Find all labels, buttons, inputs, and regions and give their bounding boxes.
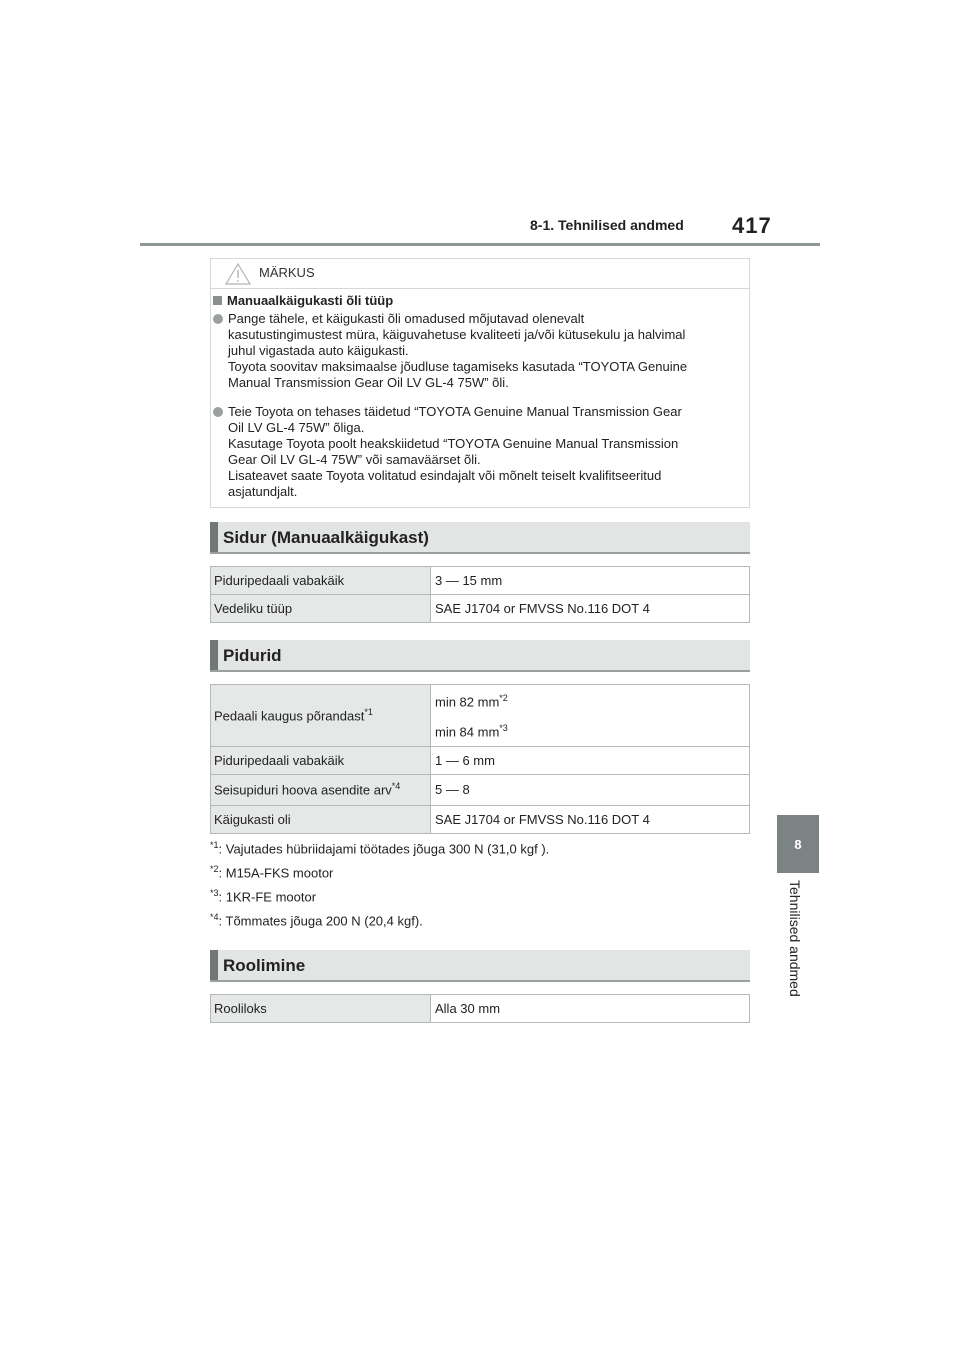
spec-value: 3 — 15 mm (431, 567, 750, 595)
footnote-text: : 1KR-FE mootor (218, 889, 317, 905)
notice-subtitle (213, 293, 393, 308)
section-heading-pidurid (210, 640, 750, 672)
notice-line: Lisateavet saate Toyota volitatud esindajalt või mõnelt teiselt kvalifitseeritud (228, 468, 662, 483)
footnote (210, 912, 423, 928)
notice-line: Oil LV GL-4 75W” õliga. (228, 420, 365, 435)
table-row (211, 805, 750, 833)
footnote-marker: *3 (210, 888, 219, 898)
notice-bullet (213, 311, 687, 391)
spec-label (211, 774, 431, 805)
footnote (210, 888, 316, 904)
notice-line: Kasutage Toyota poolt heakskiidetud “TOYOTA Genuine Manual Transmission (228, 436, 679, 451)
spec-table-roolimine (210, 994, 750, 1023)
section-bar (210, 522, 218, 552)
notice-header (211, 259, 749, 289)
footnote-marker: *4 (391, 781, 401, 792)
footnote-marker: *4 (210, 912, 219, 922)
notice-line: asjatundjalt. (228, 484, 298, 499)
spec-label: Piduripedaali vabakäik (211, 746, 431, 774)
table-row (211, 746, 750, 774)
notice-subtitle-text: Manuaalkäigukasti õli tüüp (227, 293, 394, 308)
spec-label: Rooliloks (211, 995, 431, 1023)
section-bar (210, 640, 218, 670)
notice-line: Pange tähele, et käigukasti õli omadused mõjutavad olenevalt (228, 311, 585, 326)
section-header-title: 8-1. Tehnilised andmed (530, 217, 684, 233)
section-heading-sidur (210, 522, 750, 554)
section-bar (210, 950, 218, 980)
spec-label-text: Seisupiduri hoova asendite arv (214, 782, 392, 798)
notice-line: juhul vigastada auto käigukasti. (228, 343, 409, 358)
footnote-marker: *1 (364, 707, 373, 718)
footnote-text: : Tõmmates jõuga 200 N (20,4 kgf). (218, 913, 423, 929)
spec-value: SAE J1704 or FMVSS No.116 DOT 4 (431, 805, 750, 833)
notice-bullet (213, 404, 682, 500)
spec-table-pidurid (210, 684, 750, 834)
warning-triangle-icon (225, 263, 251, 285)
notice-line: Teie Toyota on tehases täidetud “TOYOTA Genuine Manual Transmission Gear (228, 404, 682, 419)
spec-table-sidur (210, 566, 750, 623)
footnote-marker: *3 (499, 723, 508, 734)
spec-value: 5 — 8 (431, 774, 750, 805)
notice-line: kasutustingimustest müra, käiguvahetuse kvaliteeti ja/või kütusekulu ja halvimal (228, 327, 686, 342)
page-number: 417 (732, 213, 772, 238)
chapter-tab (777, 815, 819, 873)
section-heading-roolimine (210, 950, 750, 982)
chapter-number: 8 (794, 836, 802, 852)
spec-value: Alla 30 mm (431, 995, 750, 1023)
spec-value: SAE J1704 or FMVSS No.116 DOT 4 (431, 595, 750, 623)
spec-label: Vedeliku tüüp (211, 595, 431, 623)
footnote (210, 840, 549, 856)
spec-label (211, 685, 431, 747)
spec-label-text: Pedaali kaugus põrandast (214, 708, 365, 724)
footnote-text: : Vajutades hübriidajami töötades jõuga 300 N (31,0 kgf ). (218, 841, 550, 857)
square-bullet-icon (213, 296, 222, 305)
spec-value: 1 — 6 mm (431, 746, 750, 774)
section-title: Sidur (Manuaalkäigukast) (223, 528, 429, 547)
notice-title: MÄRKUS (259, 265, 315, 280)
notice-line: Toyota soovitav maksimaalse jõudluse tagamiseks kasutada “TOYOTA Genuine (228, 359, 688, 374)
spec-value (431, 685, 750, 747)
header-divider (140, 243, 820, 246)
table-row (211, 567, 750, 595)
table-row (211, 774, 750, 805)
spec-label: Käigukasti oli (211, 805, 431, 833)
footnote-text: : M15A-FKS mootor (218, 865, 334, 881)
table-row (211, 595, 750, 623)
footnote (210, 864, 333, 880)
table-row (211, 995, 750, 1023)
notice-box (210, 258, 750, 508)
bullet-dot-icon (213, 407, 223, 417)
footnote-marker: *1 (210, 840, 219, 850)
chapter-side-label: Tehnilised andmed (787, 880, 803, 997)
table-row (211, 685, 750, 747)
bullet-dot-icon (213, 314, 223, 324)
notice-line: Gear Oil LV GL-4 75W” või samaväärset õli. (228, 452, 481, 467)
spec-value-text: min 84 mm (435, 724, 500, 740)
spec-value-text: min 82 mm (435, 694, 500, 710)
footnote-marker: *2 (210, 864, 219, 874)
section-title: Roolimine (223, 956, 306, 975)
spec-label: Piduripedaali vabakäik (211, 567, 431, 595)
footnote-marker: *2 (499, 693, 508, 703)
section-title: Pidurid (223, 646, 282, 665)
notice-line: Manual Transmission Gear Oil LV GL-4 75W” õli. (228, 375, 509, 390)
